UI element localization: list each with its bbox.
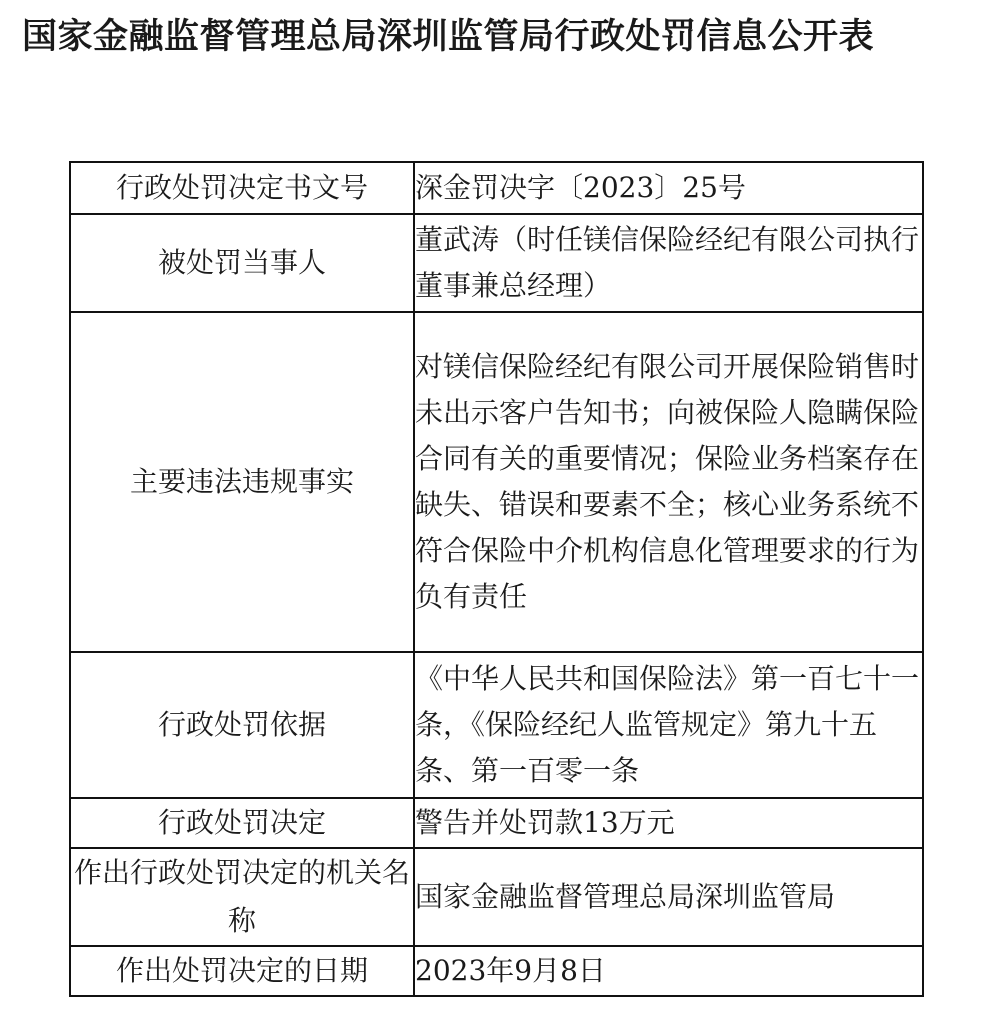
penalized-party-label: 被处罚当事人 — [70, 214, 414, 312]
deciding-authority-value: 国家金融监督管理总局深圳监管局 — [414, 848, 923, 946]
table-row-penalty-decision — [70, 798, 923, 848]
penalty-info-table — [69, 161, 924, 997]
deciding-authority-label: 作出行政处罚决定的机关名称 — [70, 848, 414, 946]
decision-date-value: 2023年9月8日 — [414, 946, 923, 996]
table-row-violation-facts — [70, 312, 923, 652]
violation-facts-value: 对镁信保险经纪有限公司开展保险销售时未出示客户告知书；向被保险人隐瞒保险合同有关的重要情况；保险业务档案存在缺失、错误和要素不全；核心业务系统不符合保险中介机构信息化管理要求的行为负有责任 — [414, 312, 923, 652]
penalty-decision-value: 警告并处罚款13万元 — [414, 798, 923, 848]
penalized-party-value: 董武涛（时任镁信保险经纪有限公司执行董事兼总经理） — [414, 214, 923, 312]
table-row-decision-number — [70, 162, 923, 214]
violation-facts-label: 主要违法违规事实 — [70, 312, 414, 652]
penalty-decision-label: 行政处罚决定 — [70, 798, 414, 848]
table-row-deciding-authority — [70, 848, 923, 946]
decision-date-label: 作出处罚决定的日期 — [70, 946, 414, 996]
table-row-decision-date — [70, 946, 923, 996]
decision-number-label: 行政处罚决定书文号 — [70, 162, 414, 214]
penalty-basis-value: 《中华人民共和国保险法》第一百七十一条，《保险经纪人监管规定》第九十五条、第一百零一条 — [414, 652, 923, 798]
table-row-penalized-party — [70, 214, 923, 312]
page-title: 国家金融监督管理总局深圳监管局行政处罚信息公开表 — [22, 17, 875, 57]
decision-number-value: 深金罚决字〔2023〕25号 — [414, 162, 923, 214]
table-row-penalty-basis — [70, 652, 923, 798]
penalty-basis-label: 行政处罚依据 — [70, 652, 414, 798]
